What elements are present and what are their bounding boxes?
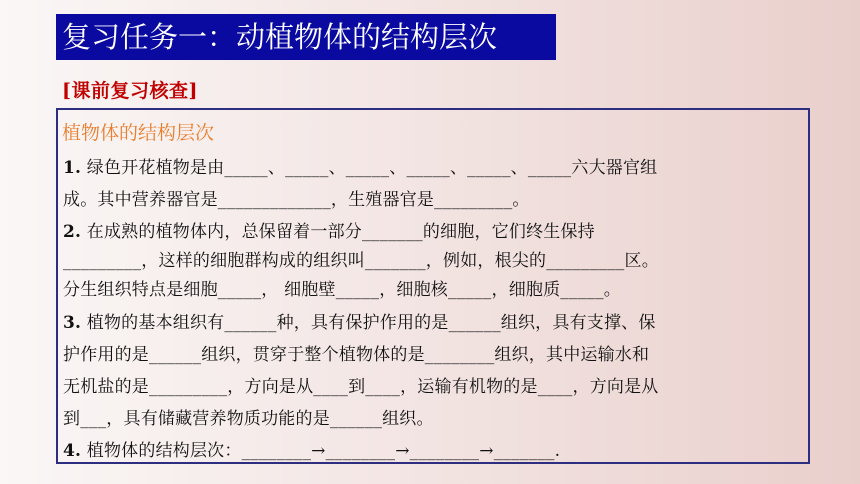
- question-line: [63, 436, 560, 461]
- question-number: 4.: [63, 441, 82, 461]
- question-line: [63, 153, 657, 178]
- question-text: _________，这样的细胞群构成的组织叫_______，例如，根尖的_________区。: [63, 251, 659, 271]
- question-text: 成。其中营养器官是_____________，生殖器官是_________。: [63, 190, 530, 210]
- question-line: [63, 217, 595, 242]
- question-text: 在成熟的植物体内，总保留着一部分_______的细胞，它们终生保持: [86, 222, 595, 242]
- question-text: 无机盐的是_________，方向是从____到____，运输有机物的是____，方向是从: [63, 377, 659, 397]
- section-heading: 植物体的结构层次: [62, 122, 215, 144]
- question-number: 2.: [63, 222, 82, 242]
- question-text: 护作用的是______组织，贯穿于整个植物体的是________组织，其中运输水和: [63, 345, 650, 365]
- question-text: 到___，具有储藏营养物质功能的是______组织。: [63, 409, 434, 429]
- question-text: 植物体的结构层次：________→________→________→_______.: [86, 441, 561, 461]
- question-line: [63, 275, 621, 300]
- question-line: [63, 372, 659, 397]
- question-line: [63, 246, 659, 271]
- review-check-label: [课前复习核查]: [62, 80, 198, 102]
- question-line: [63, 340, 649, 365]
- question-line: [63, 308, 656, 333]
- question-text: 分生组织特点是细胞_____， 细胞壁_____，细胞核_____，细胞质_____。: [63, 280, 622, 300]
- question-number: 1.: [63, 158, 82, 178]
- page-title: 复习任务一：动植物体的结构层次: [56, 14, 556, 60]
- question-text: 绿色开花植物是由_____、_____、_____、_____、_____、_____六大器官组: [86, 158, 658, 178]
- question-text: 植物的基本组织有______种，具有保护作用的是______组织，具有支撑、保: [86, 313, 656, 333]
- question-number: 3.: [63, 313, 82, 333]
- question-line: [63, 185, 530, 210]
- question-line: [63, 404, 434, 429]
